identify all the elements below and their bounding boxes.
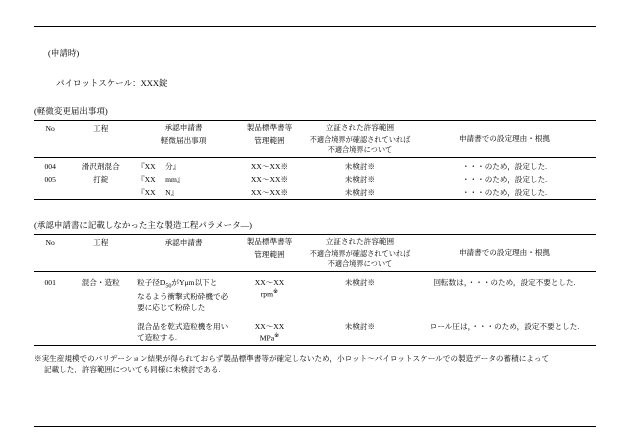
th-standard-sub: 管理範囲: [232, 134, 307, 157]
th-standard-sub: 管理範囲: [232, 248, 307, 271]
cell-approval: 『XX N』: [135, 186, 232, 200]
th-range: 立証された許容範囲: [307, 121, 413, 135]
cell-reason: 回転数は，・・・のため，設定不要とした.: [433, 277, 576, 287]
pilot-scale-line: パイロットスケール：XXX錠: [56, 78, 168, 88]
footnote: [34, 353, 596, 376]
top-rule: [34, 26, 596, 27]
approval-text-part1: 粒子径D: [137, 277, 166, 287]
standard-value: XX～XX: [254, 277, 285, 287]
apply-time-label: (申請時): [48, 48, 80, 58]
table-row: [34, 157, 596, 173]
cell-approval: [135, 320, 232, 345]
table2-header-row: [34, 234, 596, 248]
cell-no: 005: [44, 174, 56, 184]
standard-mark: ※: [274, 332, 280, 340]
standard-value: XX～XX: [254, 322, 285, 332]
cell-no: 004: [44, 161, 56, 171]
cell-process: 滑沢剤混合: [81, 161, 120, 171]
approval-text-line2: て造粒する.: [137, 333, 177, 343]
table-row: [34, 186, 596, 200]
th-reason: 申請書での設定理由・根拠: [413, 121, 596, 158]
cell-range: 未検討※: [344, 161, 376, 171]
standard-mark: ※: [273, 287, 279, 295]
section1-title: (軽微変更届出事項): [34, 106, 108, 116]
cell-range: 未検討※: [344, 174, 376, 184]
cell-range: 未検討※: [344, 277, 376, 287]
cell-reason: ・・・のため，設定した.: [461, 161, 548, 171]
cell-process: 打錠: [93, 174, 109, 184]
cell-standard: XX～XX※: [250, 174, 289, 184]
minor-change-table: [34, 120, 596, 200]
table-row: [34, 271, 596, 314]
unlisted-parameters-table: [34, 234, 596, 346]
cell-no: 001: [44, 277, 56, 287]
th-range: 立証された許容範囲: [307, 234, 413, 248]
section2-title: (承認申請書に記載しなかった主な製造工程パラメータ―): [34, 219, 252, 230]
th-no: No: [34, 121, 66, 158]
table1-header-row: [34, 121, 596, 135]
cell-approval: 『XX mm』: [137, 174, 185, 184]
cell-reason: ロール圧は，・・・のため，設定不要とした.: [413, 320, 596, 345]
cell-no: [34, 186, 66, 200]
table-row: [34, 320, 596, 345]
cell-range: 未検討※: [307, 320, 413, 345]
approval-text-line2: なるよう衝撃式粉砕機で必: [137, 292, 229, 302]
th-standard: 製品標準書等: [232, 234, 307, 248]
cell-reason: ・・・のため，設定した.: [413, 186, 596, 200]
th-range-sub: 不適合境界が確認されていれば不適合境界について: [307, 248, 413, 271]
cell-process: 混合・造粒: [81, 277, 120, 287]
th-no: No: [34, 234, 66, 271]
th-range-sub: 不適合境界が確認されていれば不適合境界について: [307, 134, 413, 157]
approval-text-line1: 混合品を乾式造粒機を用い: [137, 322, 229, 332]
cell-range: 未検討※: [307, 186, 413, 200]
approval-text-line3: 要に応じて粉砕した: [137, 303, 206, 313]
cell-standard: [232, 320, 307, 345]
footnote-line1: ※実生産規模でのバリデーション結果が得られておらず製品標準書等が確定しないため，小ロット～パイロットスケールでの製造データの蓄積によって: [34, 353, 550, 363]
cell-standard: XX～XX※: [250, 161, 289, 171]
cell-standard: [232, 271, 307, 314]
table-row: [34, 173, 596, 186]
th-process: 工程: [66, 121, 135, 158]
bottom-rule: [34, 426, 596, 427]
th-reason: 申請書での設定理由・根拠: [413, 234, 596, 271]
standard-unit: rpm: [260, 289, 274, 299]
footnote-line2: 記載した．許容範囲についても同様に未検討である.: [44, 365, 221, 375]
standard-unit: MPa: [259, 333, 275, 343]
cell-standard: XX～XX※: [232, 186, 307, 200]
th-approval: 承認申請書: [135, 121, 232, 135]
cell-approval: [135, 271, 232, 314]
approval-text-part2: がYμm以下と: [171, 277, 218, 287]
th-approval: 承認申請書: [135, 234, 232, 271]
th-process: 工程: [66, 234, 135, 271]
cell-approval: 『XX 分』: [137, 161, 181, 171]
cell-reason: ・・・のため，設定した.: [461, 174, 548, 184]
approval-subscript: 50: [165, 282, 172, 290]
th-approval-sub: 軽微届出事項: [135, 134, 232, 157]
th-standard: 製品標準書等: [232, 121, 307, 135]
cell-process: [66, 186, 135, 200]
cell-no: [34, 320, 66, 345]
cell-process: [66, 320, 135, 345]
